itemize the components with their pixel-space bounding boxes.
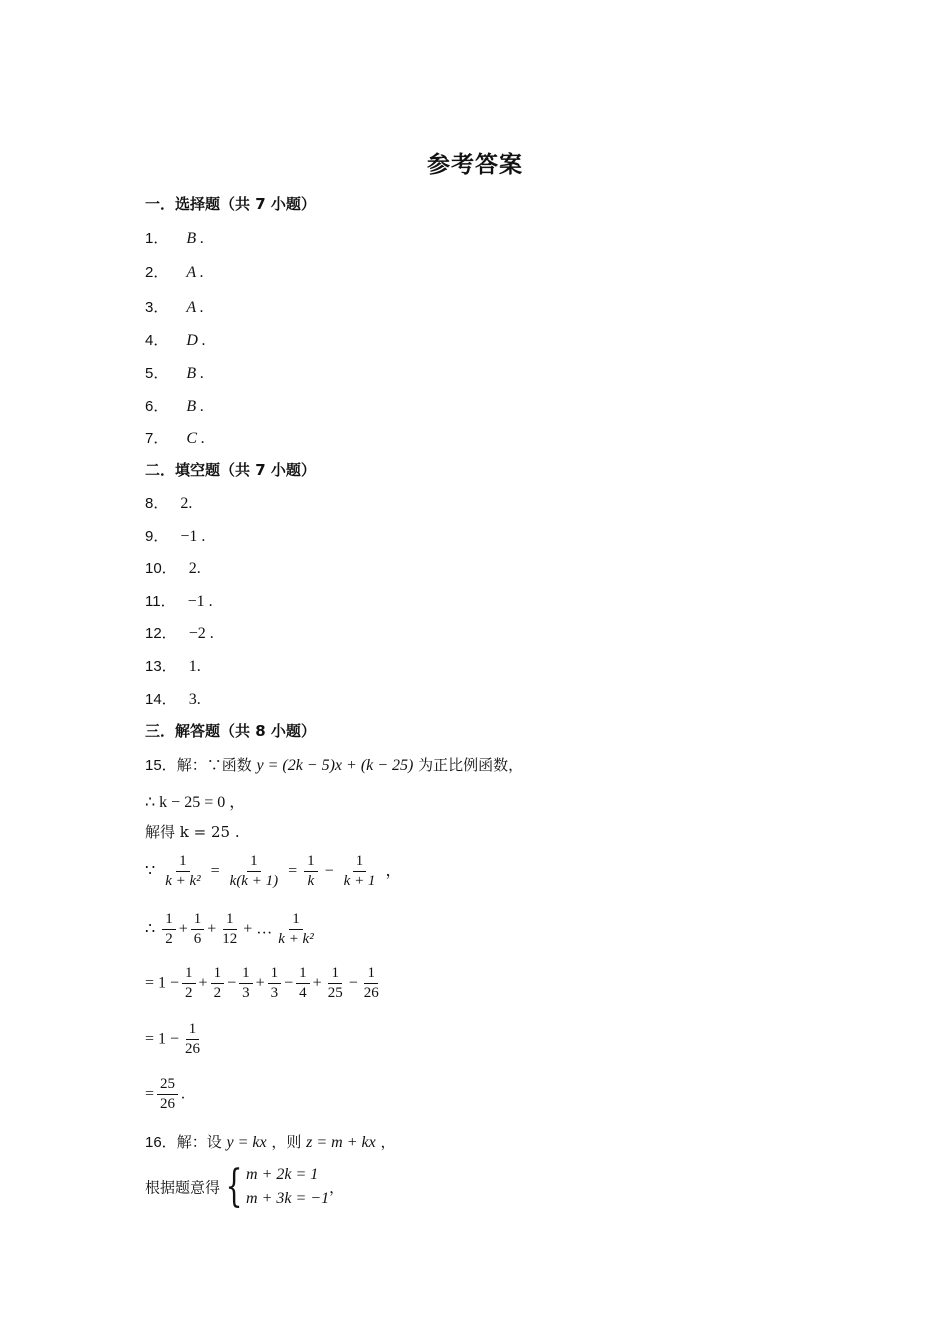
list-item [145, 395, 204, 416]
denominator: k + k² [165, 873, 201, 890]
fraction [182, 965, 196, 1003]
section-heading-fill: 二．填空题（共 7 小题） [145, 461, 316, 479]
fraction [296, 965, 310, 1003]
numerator: 1 [296, 965, 310, 984]
equation-system [220, 1163, 329, 1211]
item-number: 15． [145, 757, 177, 774]
denominator: 3 [270, 985, 279, 1002]
fraction [219, 911, 240, 949]
q15-line-3: 解得 k = 25 . [145, 823, 240, 841]
equation-2: m + 3k = −1 [246, 1190, 330, 1207]
numerator: 1 [162, 911, 176, 930]
expr-lead: = [145, 1085, 155, 1103]
denominator: 4 [299, 985, 307, 1002]
item-answer: D . [186, 332, 206, 349]
therefore-symbol: ∴ [145, 920, 156, 938]
item-answer: C . [186, 430, 206, 447]
q15-line-6 [145, 965, 385, 1003]
numerator: 1 [223, 911, 237, 930]
numerator: 1 [364, 965, 378, 984]
item-number: 1． [145, 230, 169, 247]
fraction [191, 911, 205, 949]
fraction [227, 853, 281, 891]
operator: − [284, 974, 294, 992]
denominator: 25 [327, 985, 343, 1002]
q16-line-2 [145, 1163, 344, 1211]
fraction [325, 965, 346, 1003]
denominator: k(k + 1) [229, 873, 279, 890]
list-item [145, 557, 201, 578]
denominator: k + 1 [343, 873, 376, 890]
denominator: 6 [193, 931, 202, 948]
q15-text: 为正比例函数， [413, 756, 524, 774]
list-item [145, 525, 205, 546]
item-answer: B . [186, 365, 205, 382]
section-heading-choice: 一．选择题（共 7 小题） [145, 195, 316, 213]
list-item [145, 492, 192, 513]
q15-line-4 [145, 853, 401, 891]
q16-text: 根据题意得 [145, 1178, 221, 1197]
numerator: 1 [268, 965, 282, 984]
page-title: 参考答案 [427, 152, 523, 178]
item-answer: A . [186, 299, 204, 316]
list-item [145, 427, 205, 448]
denominator: 26 [363, 985, 379, 1002]
operator: − [227, 974, 237, 992]
denominator: 26 [160, 1096, 176, 1113]
q16-expr-z: z = m + kx [306, 1134, 376, 1151]
fraction [162, 911, 176, 949]
item-number: 2． [145, 264, 169, 281]
numerator: 1 [353, 853, 367, 872]
q15-line-1 [145, 754, 523, 775]
comma: ， [329, 1178, 345, 1197]
item-answer: B . [186, 398, 205, 415]
fraction [361, 965, 382, 1003]
numerator: 1 [182, 965, 196, 984]
list-item [145, 261, 204, 282]
q16-text: ，则 [266, 1133, 307, 1151]
item-answer: A . [186, 264, 204, 281]
fraction [275, 911, 316, 949]
ellipsis: + … [243, 920, 273, 938]
fraction [341, 853, 379, 891]
numerator: 1 [328, 965, 342, 984]
item-answer: B . [186, 230, 205, 247]
item-number: 12． [145, 625, 177, 642]
numerator: 1 [176, 853, 190, 872]
item-number: 7． [145, 430, 169, 447]
fraction [239, 965, 253, 1003]
equation-1: m + 2k = 1 [246, 1166, 319, 1183]
denominator: 12 [222, 931, 238, 948]
denominator: k + k² [278, 931, 314, 948]
expr-lead: = 1 − [145, 1030, 180, 1048]
numerator: 1 [239, 965, 253, 984]
item-number: 14． [145, 691, 177, 708]
fraction [304, 853, 318, 891]
item-number: 9． [145, 528, 169, 545]
q16-text: ， [375, 1133, 396, 1151]
denominator: 2 [213, 985, 222, 1002]
minus-sign: − [324, 862, 334, 880]
item-number: 13． [145, 658, 177, 675]
expr-lead: = 1 − [145, 974, 180, 992]
numerator: 1 [304, 853, 318, 872]
q16-expr-y: y = kx [226, 1134, 267, 1151]
denominator: 2 [165, 931, 173, 948]
list-item [145, 296, 204, 317]
denominator: 3 [242, 985, 250, 1002]
item-number: 10． [145, 560, 177, 577]
item-number: 4． [145, 332, 169, 349]
item-answer: −2 . [188, 625, 214, 642]
operator: + [198, 974, 208, 992]
period: . [181, 1085, 186, 1103]
list-item [145, 622, 214, 643]
q15-line-8 [145, 1076, 185, 1114]
item-answer: 2. [188, 560, 201, 577]
q15-line-7 [145, 1021, 206, 1059]
q15-text: 解：∵函数 [176, 756, 257, 774]
numerator: 1 [211, 965, 225, 984]
item-number: 16． [145, 1134, 177, 1151]
numerator: 1 [186, 1021, 200, 1040]
q15-line-2: ∴ k − 25 = 0 ， [145, 794, 246, 811]
denominator: 26 [185, 1041, 201, 1058]
operator: − [348, 974, 358, 992]
item-number: 6． [145, 398, 169, 415]
item-answer: 3. [188, 691, 201, 708]
comma: ， [385, 862, 402, 880]
item-answer: −1 . [180, 528, 206, 545]
item-answer: 1. [188, 658, 201, 675]
numerator: 1 [247, 853, 261, 872]
equals-sign: = [288, 862, 298, 880]
list-item [145, 590, 213, 611]
fraction [162, 853, 203, 891]
numerator: 1 [289, 911, 303, 930]
fraction [211, 965, 225, 1003]
list-item [145, 227, 204, 248]
left-brace: { [225, 1161, 243, 1212]
fraction [157, 1076, 178, 1114]
item-number: 5． [145, 365, 169, 382]
because-symbol: ∵ [145, 862, 156, 880]
list-item [145, 362, 204, 383]
list-item [145, 329, 206, 350]
item-answer: 2. [180, 495, 193, 512]
q16-text: 解：设 [176, 1133, 227, 1151]
item-answer: −1 . [187, 593, 213, 610]
operator: + [312, 974, 322, 992]
item-number: 3． [145, 299, 169, 316]
denominator: 2 [185, 985, 193, 1002]
item-number: 8． [145, 495, 169, 512]
fraction [182, 1021, 203, 1059]
denominator: k [307, 873, 315, 890]
list-item [145, 688, 201, 709]
numerator: 1 [191, 911, 205, 930]
item-number: 11． [145, 593, 176, 610]
list-item [145, 655, 201, 676]
section-heading-solve: 三．解答题（共 8 小题） [145, 722, 316, 740]
operator: + [255, 974, 265, 992]
q15-function-expr: y = (2k − 5)x + (k − 25) [256, 757, 414, 774]
equals-sign: = [210, 862, 220, 880]
q15-line-5: ∴ $\frac{1}{2}$ + $\frac{1}{6}$ + $\frac{1}{12}$ + … $\frac{1}{\text{k + k²}}$ [145, 911, 320, 949]
q16-line-1 [145, 1131, 395, 1152]
numerator: 25 [157, 1076, 178, 1095]
fraction [268, 965, 282, 1003]
